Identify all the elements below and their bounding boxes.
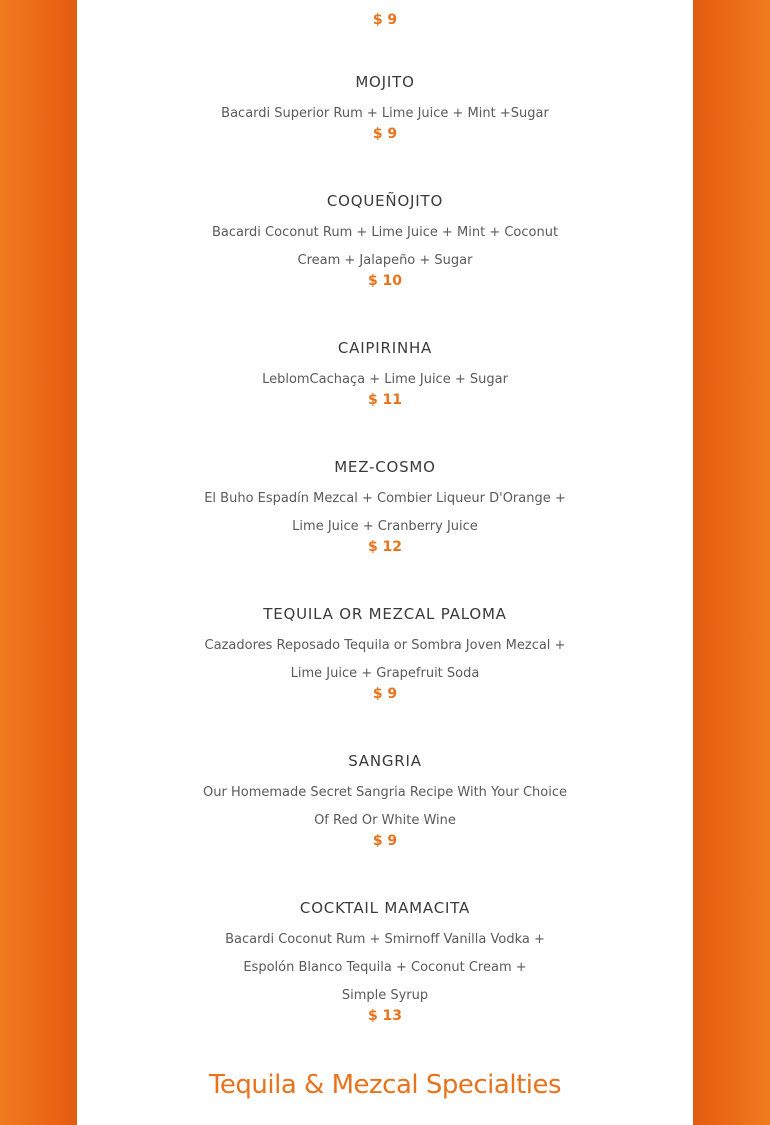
item-name: CAIPIRINHA — [337, 339, 433, 357]
menu-item-sangria — [77, 751, 693, 851]
menu-item-caipirinha — [77, 338, 693, 410]
item-price: $ 11 — [367, 392, 403, 408]
item-description: LeblomCachaça + Lime Juice + Sugar — [262, 372, 508, 387]
item-description: El Buho Espadín Mezcal + Combier Liqueur D'Orange + Lime Juice + Cranberry Juice — [204, 491, 566, 534]
item-description: Bacardi Coconut Rum + Lime Juice + Mint + Coconut Cream + Jalapeño + Sugar — [211, 225, 559, 268]
item-price: $ 12 — [367, 539, 403, 555]
item-price: $ 13 — [367, 1008, 403, 1024]
item-price: $ 9 — [372, 833, 398, 849]
item-description: Our Homemade Secret Sangria Recipe With Your Choice Of Red Or White Wine — [203, 785, 567, 828]
item-description: Cazadores Reposado Tequila or Sombra Joven Mezcal + Lime Juice + Grapefruit Soda — [204, 638, 566, 681]
menu-item-paloma — [77, 604, 693, 704]
menu-panel — [77, 0, 693, 1125]
item-name: MEZ-COSMO — [334, 458, 436, 476]
item-price: $ 10 — [367, 273, 403, 289]
item-description: Bacardi Coconut Rum + Smirnoff Vanilla Vodka + Espolón Blanco Tequila + Coconut Cream + Simple Syrup — [225, 932, 545, 1003]
item-name: MOJITO — [355, 73, 415, 91]
clipped-description — [77, 0, 693, 1]
section-title: Tequila & Mezcal Specialties — [208, 1070, 562, 1100]
menu-item-mojito — [77, 72, 693, 144]
item-name: COCKTAIL MAMACITA — [299, 899, 471, 917]
menu-item-coquenojito — [77, 191, 693, 291]
item-price: $ 9 — [372, 12, 398, 28]
item-name: COQUEÑOJITO — [326, 192, 444, 210]
item-description: Bacardi Superior Rum + Lime Juice + Mint +Sugar — [221, 106, 549, 121]
menu-item-mez-cosmo — [77, 457, 693, 557]
item-price: $ 9 — [372, 686, 398, 702]
item-name: TEQUILA OR MEZCAL PALOMA — [263, 605, 507, 623]
menu-item-cocktail-mamacita — [77, 898, 693, 1026]
item-price: $ 9 — [372, 126, 398, 142]
item-name: SANGRIA — [348, 752, 422, 770]
